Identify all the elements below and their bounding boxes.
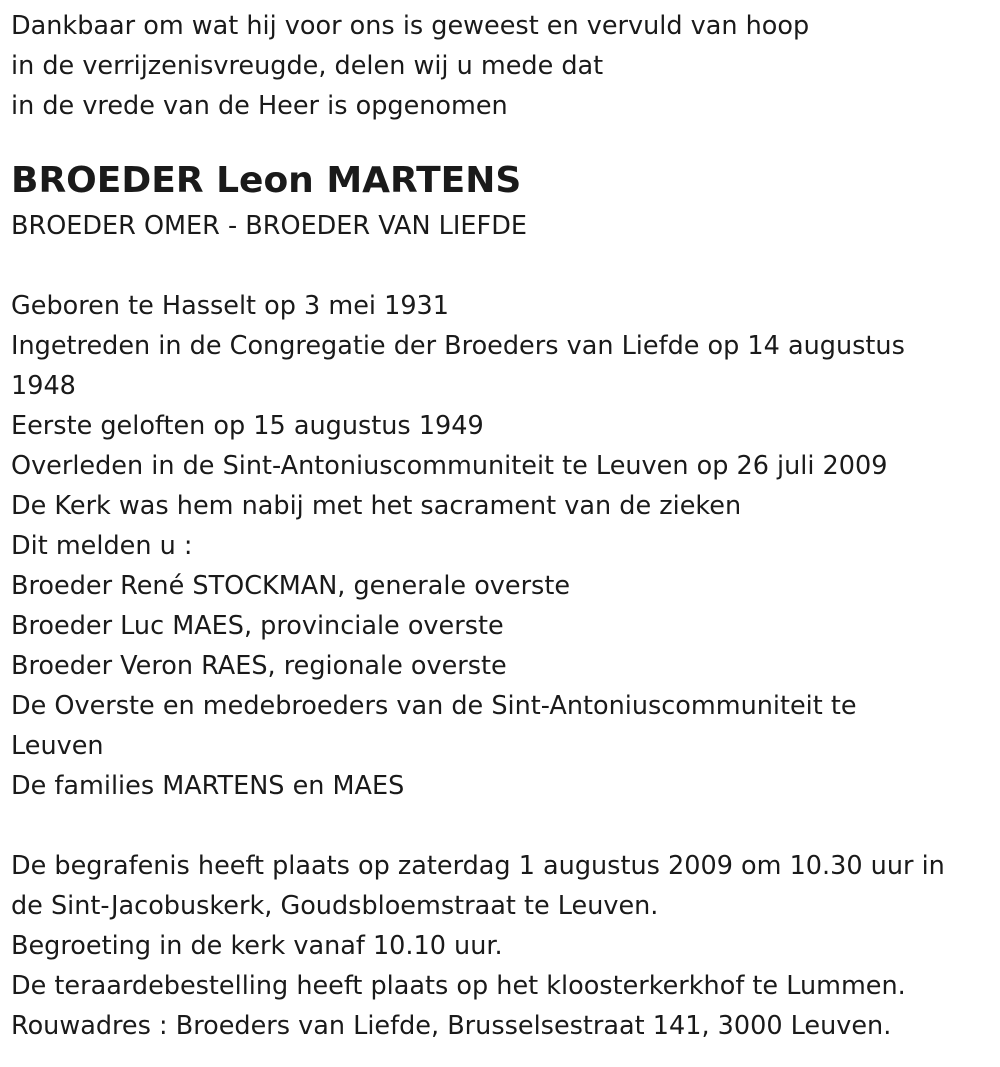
deceased-section [11,156,1000,246]
biography-line: 1948 [11,371,76,401]
biography-line: Broeder Veron RAES, regionale overste [11,651,507,681]
funeral-line: de Sint-Jacobuskerk, Goudsbloemstraat te Leuven. [11,891,659,921]
intro-line: in de vrede van de Heer is opgenomen [11,91,508,121]
funeral-line: De teraardebestelling heeft plaats op het kloosterkerkhof te Lummen. [11,971,906,1001]
funeral-line: Rouwadres : Broeders van Liefde, Brusselsestraat 141, 3000 Leuven. [11,1011,892,1041]
biography-line: Broeder René STOCKMAN, generale overste [11,571,571,601]
religious-name: BROEDER OMER - BROEDER VAN LIEFDE [11,211,527,241]
biography-line: Overleden in de Sint-Antoniuscommuniteit te Leuven op 26 juli 2009 [11,451,888,481]
biography-line: Ingetreden in de Congregatie der Broeders van Liefde op 14 augustus [11,331,905,361]
funeral-line: Begroeting in de kerk vanaf 10.10 uur. [11,931,503,961]
biography-section [11,286,1000,806]
spacer [11,806,1000,846]
biography-line: Broeder Luc MAES, provinciale overste [11,611,504,641]
biography-line: De Kerk was hem nabij met het sacrament van de zieken [11,491,742,521]
biography-line: Leuven [11,731,104,761]
intro-line: Dankbaar om wat hij voor ons is geweest en vervuld van hoop [11,11,810,41]
deceased-name: BROEDER Leon MARTENS [11,160,522,201]
biography-line: Dit melden u : [11,531,193,561]
intro-line: in de verrijzenisvreugde, delen wij u mede dat [11,51,604,81]
funeral-section [11,846,1000,1046]
intro-section [11,6,1000,126]
spacer [11,126,1000,156]
spacer [11,246,1000,286]
funeral-line: De begrafenis heeft plaats op zaterdag 1 augustus 2009 om 10.30 uur in [11,851,945,881]
biography-line: Eerste geloften op 15 augustus 1949 [11,411,484,441]
biography-line: De Overste en medebroeders van de Sint-Antoniuscommuniteit te [11,691,857,721]
biography-line: De families MARTENS en MAES [11,771,405,801]
biography-line: Geboren te Hasselt op 3 mei 1931 [11,291,449,321]
